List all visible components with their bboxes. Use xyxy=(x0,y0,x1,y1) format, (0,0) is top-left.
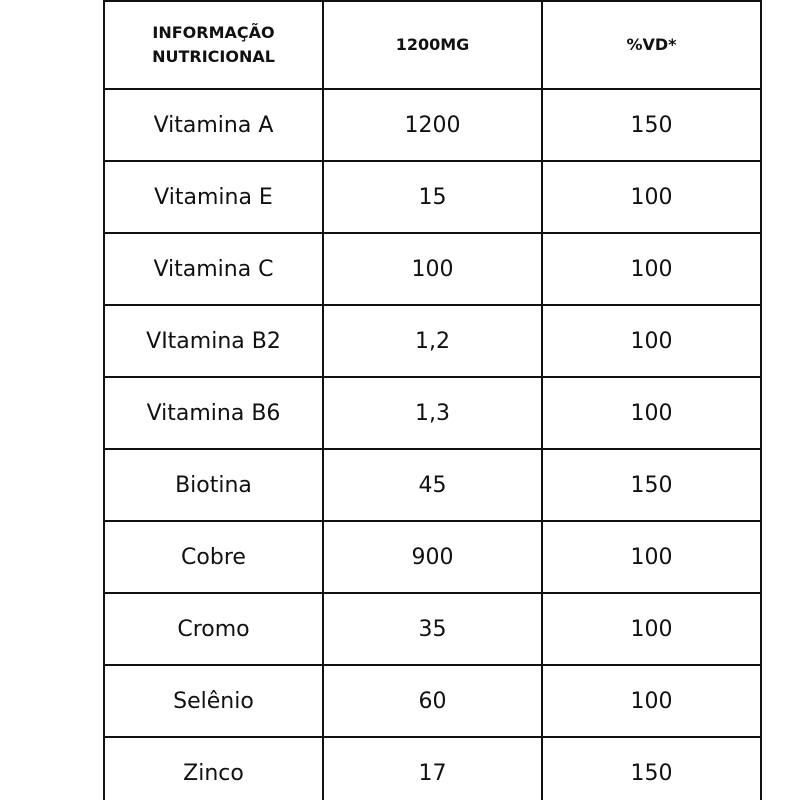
header-nutrition-info-label: INFORMAÇÃO NUTRICIONAL xyxy=(152,23,275,66)
nutrient-name: Zinco xyxy=(104,737,323,800)
nutrient-name: Selênio xyxy=(104,665,323,737)
nutrient-daily-value: 100 xyxy=(542,521,761,593)
nutrient-daily-value: 100 xyxy=(542,161,761,233)
nutrient-amount: 1200 xyxy=(323,89,542,161)
table-row xyxy=(104,665,761,737)
nutrient-daily-value: 100 xyxy=(542,593,761,665)
nutrient-amount: 100 xyxy=(323,233,542,305)
header-amount xyxy=(323,1,542,89)
header-daily-value-label: %VD* xyxy=(626,35,677,54)
table-row xyxy=(104,449,761,521)
nutrition-table xyxy=(103,0,762,800)
nutrient-amount: 1,3 xyxy=(323,377,542,449)
nutrient-name: Vitamina C xyxy=(104,233,323,305)
nutrient-daily-value: 100 xyxy=(542,233,761,305)
nutrient-amount: 15 xyxy=(323,161,542,233)
nutrient-name: VItamina B2 xyxy=(104,305,323,377)
nutrient-daily-value: 150 xyxy=(542,737,761,800)
nutrient-name: Cobre xyxy=(104,521,323,593)
table-row xyxy=(104,737,761,800)
table-row xyxy=(104,305,761,377)
header-nutrition-info xyxy=(104,1,323,89)
nutrient-name: Cromo xyxy=(104,593,323,665)
table-row xyxy=(104,89,761,161)
nutrient-amount: 35 xyxy=(323,593,542,665)
header-daily-value xyxy=(542,1,761,89)
nutrient-daily-value: 100 xyxy=(542,665,761,737)
nutrient-amount: 60 xyxy=(323,665,542,737)
nutrient-name: Vitamina B6 xyxy=(104,377,323,449)
header-amount-label: 1200MG xyxy=(395,35,470,54)
header-row xyxy=(104,1,761,89)
nutrient-amount: 17 xyxy=(323,737,542,800)
nutrient-daily-value: 150 xyxy=(542,89,761,161)
nutrient-amount: 45 xyxy=(323,449,542,521)
nutrient-name: Vitamina A xyxy=(104,89,323,161)
nutrient-name: Biotina xyxy=(104,449,323,521)
nutrient-daily-value: 100 xyxy=(542,305,761,377)
table-row xyxy=(104,377,761,449)
nutrient-amount: 1,2 xyxy=(323,305,542,377)
table-row xyxy=(104,521,761,593)
nutrient-name: Vitamina E xyxy=(104,161,323,233)
nutrient-daily-value: 100 xyxy=(542,377,761,449)
nutrient-amount: 900 xyxy=(323,521,542,593)
nutrient-daily-value: 150 xyxy=(542,449,761,521)
table-row xyxy=(104,233,761,305)
table-row xyxy=(104,161,761,233)
table-row xyxy=(104,593,761,665)
